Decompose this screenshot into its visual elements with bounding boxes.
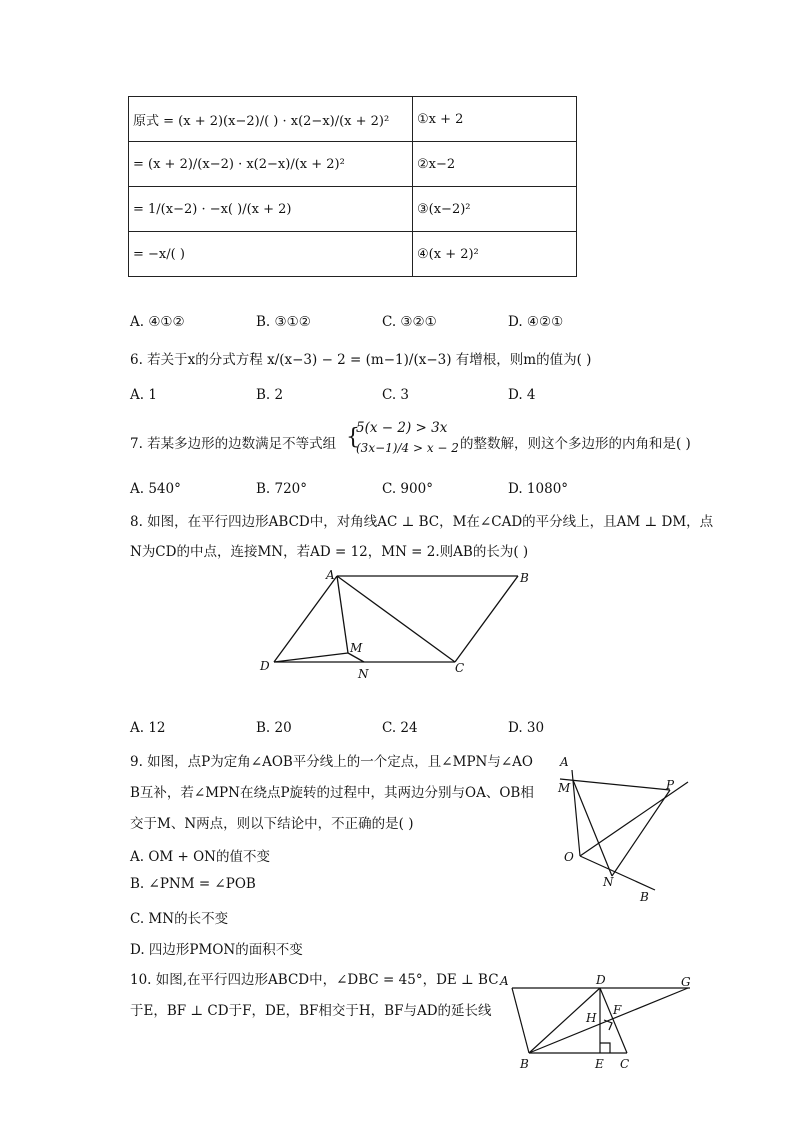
label-n: N — [603, 875, 614, 889]
q7-option-c[interactable]: C. 900° — [382, 481, 433, 497]
q7-stem-b: 的整数解，则这个多边形的内角和是( ) — [460, 436, 691, 452]
segment-ab — [512, 988, 529, 1053]
segment-dm — [274, 653, 348, 662]
q7-stem-a: 7. 若某多边形的边数满足不等式组 — [130, 436, 337, 452]
q9-stem-line-1: 9. 如图，点P为定角∠AOB平分线上的一个定点，且∠MPN与∠AO — [130, 754, 533, 770]
q9-option-c[interactable]: C. MN的长不变 — [130, 911, 229, 927]
label-b: B — [640, 890, 649, 904]
label-m: M — [558, 781, 571, 795]
q9-option-d[interactable]: D. 四边形PMON的面积不变 — [130, 942, 303, 958]
q9-option-b[interactable]: B. ∠PNM = ∠POB — [130, 876, 256, 892]
q9-stem-line-3: 交于M、N两点，则以下结论中，不正确的是( ) — [130, 816, 414, 832]
table-cell: = −x/( ) — [129, 232, 413, 277]
label-o: O — [564, 850, 574, 864]
q8-stem-line-2: N为CD的中点，连接MN，若AD = 12，MN = 2.则AB的长为( ) — [130, 544, 529, 560]
q7-system-line-2: (3x−1)/4 > x − 2 — [356, 441, 459, 455]
q5-option-d[interactable]: D. ④②① — [508, 314, 564, 330]
table-cell: ④(x + 2)² — [413, 232, 577, 277]
label-h: H — [586, 1011, 597, 1025]
q5-option-a[interactable]: A. ④①② — [130, 314, 185, 330]
table-cell: ①x + 2 — [413, 97, 577, 142]
q9-stem-line-2: B互补，若∠MPN在绕点P旋转的过程中，其两边分别与OA、OB相 — [130, 785, 534, 801]
q6-option-d[interactable]: D. 4 — [508, 387, 536, 403]
ray-ob — [580, 856, 655, 890]
q8-option-d[interactable]: D. 30 — [508, 720, 545, 736]
table-cell: = 1/(x−2) · −x( )/(x + 2) — [129, 187, 413, 232]
q8-option-a[interactable]: A. 12 — [130, 720, 166, 736]
q8-stem-line-1: 8. 如图，在平行四边形ABCD中，对角线AC ⊥ BC，M在∠CAD的平分线上，且AM ⊥ DM，点 — [130, 514, 714, 530]
label-n: N — [358, 667, 369, 681]
q7-system-line-1: 5(x − 2) > 3x — [356, 420, 448, 436]
label-g: G — [681, 975, 691, 989]
ray-oa — [572, 770, 580, 856]
table-cell: ②x−2 — [413, 142, 577, 187]
line-pn — [612, 790, 670, 876]
segment-am — [337, 576, 348, 653]
q6-option-a[interactable]: A. 1 — [130, 387, 157, 403]
segment-bc — [455, 576, 518, 662]
label-p: P — [666, 778, 675, 792]
q10-stem-line-1: 10. 如图,在平行四边形ABCD中，∠DBC = 45°，DE ⊥ BC — [130, 972, 499, 988]
segment-da — [274, 576, 337, 662]
label-a: A — [326, 568, 335, 582]
q7-option-d[interactable]: D. 1080° — [508, 481, 569, 497]
q8-option-c[interactable]: C. 24 — [382, 720, 418, 736]
q6-option-c[interactable]: C. 3 — [382, 387, 410, 403]
table-cell: 原式 = (x + 2)(x−2)/( ) · x(2−x)/(x + 2)² — [129, 97, 413, 142]
q8-option-b[interactable]: B. 20 — [256, 720, 292, 736]
label-b: B — [520, 571, 529, 585]
bisector-op — [580, 782, 688, 856]
right-angle-mark — [600, 1043, 610, 1053]
label-c: C — [455, 661, 465, 675]
label-e: E — [595, 1057, 604, 1071]
label-b: B — [520, 1057, 529, 1071]
label-f: F — [613, 1003, 622, 1017]
label-d: D — [596, 973, 606, 987]
q5-option-c[interactable]: C. ③②① — [382, 314, 437, 330]
label-d: D — [260, 659, 270, 673]
q9-option-a[interactable]: A. OM + ON的值不变 — [130, 849, 270, 865]
q10-stem-line-2: 于E，BF ⊥ CD于F，DE，BF相交于H，BF与AD的延长线 — [130, 1003, 492, 1019]
q7-option-b[interactable]: B. 720° — [256, 481, 308, 497]
brace-icon: { — [346, 425, 360, 450]
label-c: C — [620, 1057, 630, 1071]
q6-stem: 6. 若关于x的分式方程 x/(x−3) − 2 = (m−1)/(x−3) 有增根，则m的值为( ) — [130, 352, 592, 368]
label-a: A — [500, 974, 509, 988]
table-cell: = (x + 2)/(x−2) · x(2−x)/(x + 2)² — [129, 142, 413, 187]
label-m: M — [350, 641, 363, 655]
q6-option-b[interactable]: B. 2 — [256, 387, 284, 403]
q5-option-b[interactable]: B. ③①② — [256, 314, 311, 330]
table-cell: ③(x−2)² — [413, 187, 577, 232]
label-a: A — [560, 755, 569, 769]
q7-option-a[interactable]: A. 540° — [130, 481, 181, 497]
